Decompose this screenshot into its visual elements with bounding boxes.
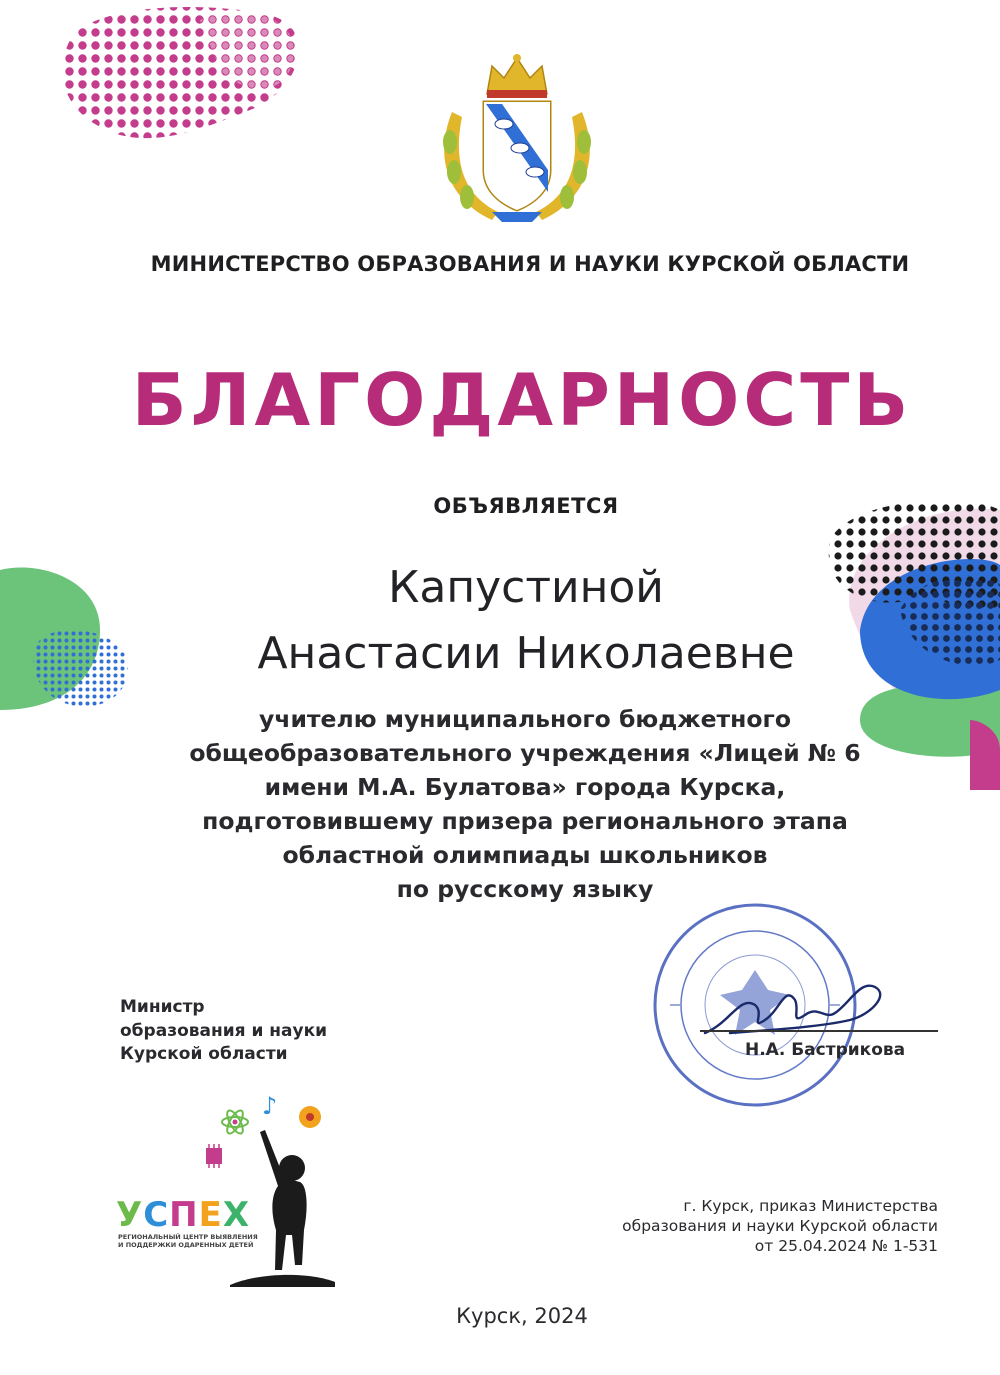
minister-title-line: Курской области — [120, 1044, 288, 1064]
certificate-title: БЛАГОДАРНОСТЬ — [131, 358, 913, 442]
magenta-dots-decoration — [50, 0, 310, 150]
description-line: подготовившему призера регионального этапа — [202, 807, 848, 835]
recipient-surname: Капустиной — [388, 562, 664, 613]
logo-letter: С — [143, 1195, 170, 1235]
logo-subtitle-line: РЕГИОНАЛЬНЫЙ ЦЕНТР ВЫЯВЛЕНИЯ — [118, 1233, 258, 1241]
order-line: образования и науки Курской области — [622, 1217, 938, 1235]
description-line: областной олимпиады школьников — [282, 841, 768, 869]
music-note-icon: ♪ — [262, 1092, 278, 1120]
ministry-heading: МИНИСТЕРСТВО ОБРАЗОВАНИЯ И НАУКИ КУРСКОЙ ОБЛАСТИ — [150, 252, 910, 276]
order-line: от 25.04.2024 № 1-531 — [754, 1237, 938, 1255]
award-description — [25, 702, 1000, 906]
logo-letter: П — [169, 1195, 199, 1235]
coat-of-arms-icon — [432, 52, 602, 224]
announce-label: ОБЪЯВЛЯЕТСЯ — [433, 494, 619, 518]
recipient-given-names: Анастасии Николаевне — [257, 628, 795, 679]
description-line: по русскому языку — [396, 875, 654, 903]
signature-line — [700, 1030, 938, 1032]
child-silhouette-logo — [200, 1090, 340, 1290]
minister-title-line: Министр — [120, 997, 205, 1017]
minister-title-line: образования и науки — [120, 1020, 328, 1041]
description-line: имени М.А. Булатова» города Курска, — [264, 773, 786, 801]
logo-letter: У — [116, 1195, 144, 1235]
logo-letter: Х — [222, 1195, 251, 1235]
uspeh-logo — [116, 1195, 250, 1235]
city-year: Курск, 2024 — [456, 1304, 588, 1328]
logo-subtitle-line: И ПОДДЕРЖКИ ОДАРЕННЫХ ДЕТЕЙ — [118, 1241, 254, 1249]
description-line: общеобразовательного учреждения «Лицей № 6 — [189, 739, 861, 767]
order-line: г. Курск, приказ Министерства — [683, 1197, 938, 1215]
description-line: учителю муниципального бюджетного — [259, 705, 791, 733]
minister-title — [120, 996, 327, 1067]
logo-letter: Е — [198, 1195, 223, 1235]
logo-subtitle — [118, 1233, 278, 1249]
signer-name: Н.А. Бастрикова — [745, 1040, 906, 1060]
order-reference — [622, 1196, 938, 1256]
